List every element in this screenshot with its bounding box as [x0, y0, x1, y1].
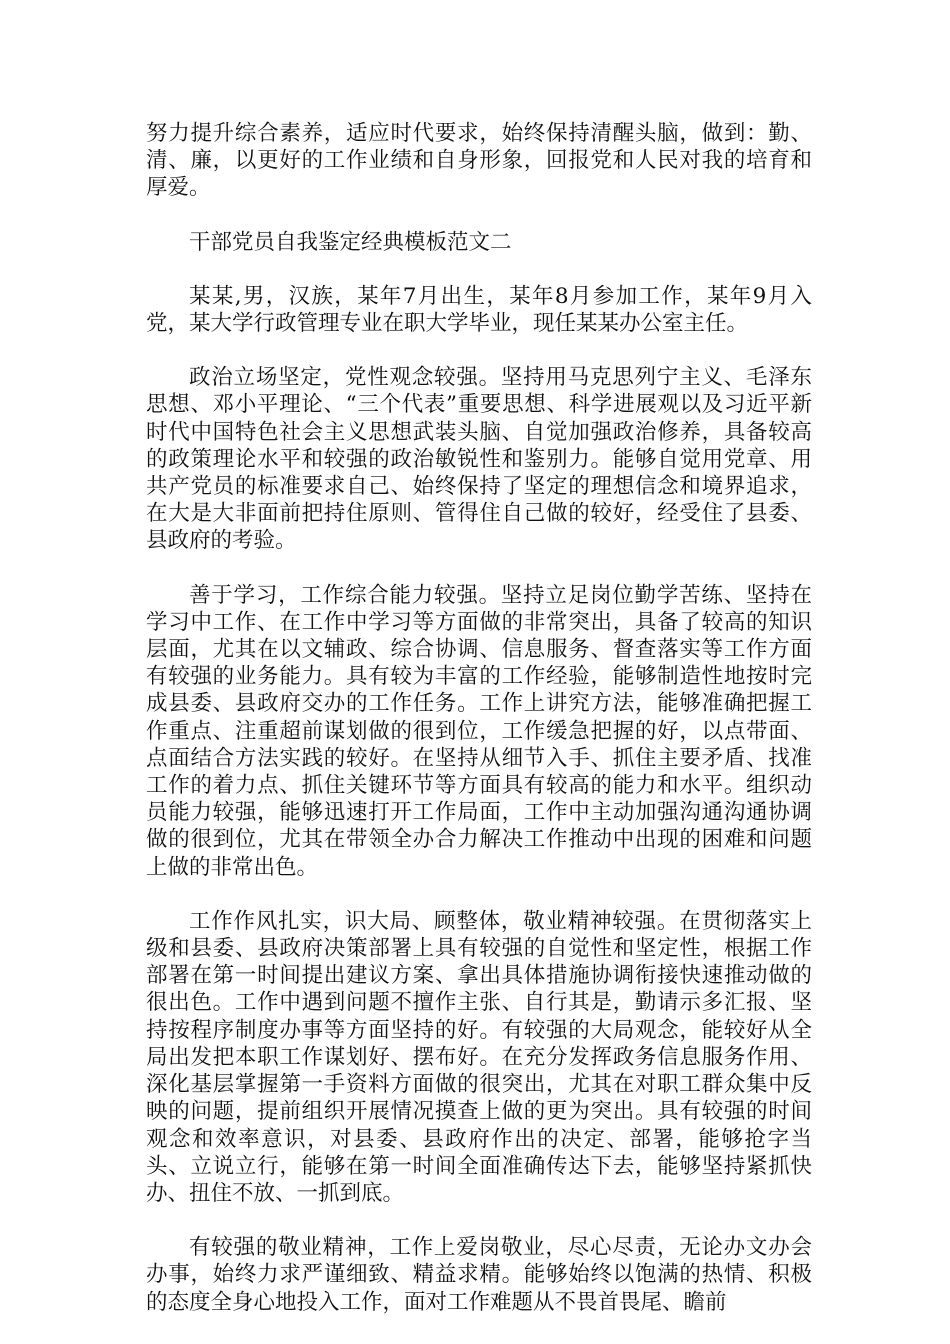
- paragraph-continuation: 努力提升综合素养，适应时代要求，始终保持清醒头脑，做到：勤、清、廉，以更好的工作业绩和自身形象，回报党和人民对我的培育和厚爱。: [146, 121, 812, 201]
- section-heading: 干部党员自我鉴定经典模板范文二: [189, 229, 512, 255]
- document-body: [146, 120, 812, 1343]
- paragraph-dedication: 有较强的敬业精神，工作上爱岗敬业，尽心尽责，无论办文办会办事，始终力求严谨细致、精益求精。能够始终以饱满的热情、积极的态度全身心地投入工作，面对工作难题从不畏首畏尾、瞻前: [146, 1235, 812, 1315]
- paragraph-political: 政治立场坚定，党性观念较强。坚持用马克思列宁主义、毛泽东思想、邓小平理论、“三个代表”重要思想、科学进展观以及习近平新时代中国特色社会主义思想武装头脑、自觉加强政治修养，具备较高的政策理论水平和较强的政治敏锐性和鉴别力。能够自觉用党章、用共产党员的标准要求自己、始终保持了坚定的理想信念和境界追求，在大是大非面前把持住原则、管得住自己做的较好，经受住了县委、县政府的考验。: [146, 365, 812, 554]
- paragraph-work-style: 工作作风扎实，识大局、顾整体，敬业精神较强。在贯彻落实上级和县委、县政府决策部署上具有较强的自觉性和坚定性，根据工作部署在第一时间提出建议方案、拿出具体措施协调衔接快速推动做的很出色。工作中遇到问题不擅作主张、自行其是，勤请示多汇报、坚持按程序制度办事等方面坚持的好。有较强的大局观念，能较好从全局出发把本职工作谋划好、摆布好。在充分发挥政务信息服务作用、深化基层掌握第一手资料方面做的很突出，尤其在对职工群众集中反映的问题，提前组织开展情况摸查上做的更为突出。具有较强的时间观念和效率意识，对县委、县政府作出的决定、部署，能够抢字当头、立说立行，能够在第一时间全面准确传达下去，能够坚持紧抓快办、扭住不放、一抓到底。: [146, 908, 812, 1206]
- paragraph-intro: 某某,男，汉族，某年7月出生，某年8月参加工作，某年9月入党，某大学行政管理专业在职大学毕业，现任某某办公室主任。: [146, 283, 812, 337]
- paragraph-learning: 善于学习，工作综合能力较强。坚持立足岗位勤学苦练、坚持在学习中工作、在工作中学习等方面做的非常突出，具备了较高的知识层面，尤其在以文辅政、综合协调、信息服务、督查落实等工作方面有较强的业务能力。具有较为丰富的工作经验，能够制造性地按时完成县委、县政府交办的工作任务。工作上讲究方法，能够准确把握工作重点、注重超前谋划做的很到位，工作缓急把握的好，以点带面、点面结合方法实践的较好。在坚持从细节入手、抓住主要矛盾、找准工作的着力点、抓住关键环节等方面具有较高的能力和水平。组织动员能力较强，能够迅速打开工作局面，工作中主动加强沟通沟通协调做的很到位，尤其在带领全办合力解决工作推动中出现的困难和问题上做的非常出色。: [146, 582, 812, 880]
